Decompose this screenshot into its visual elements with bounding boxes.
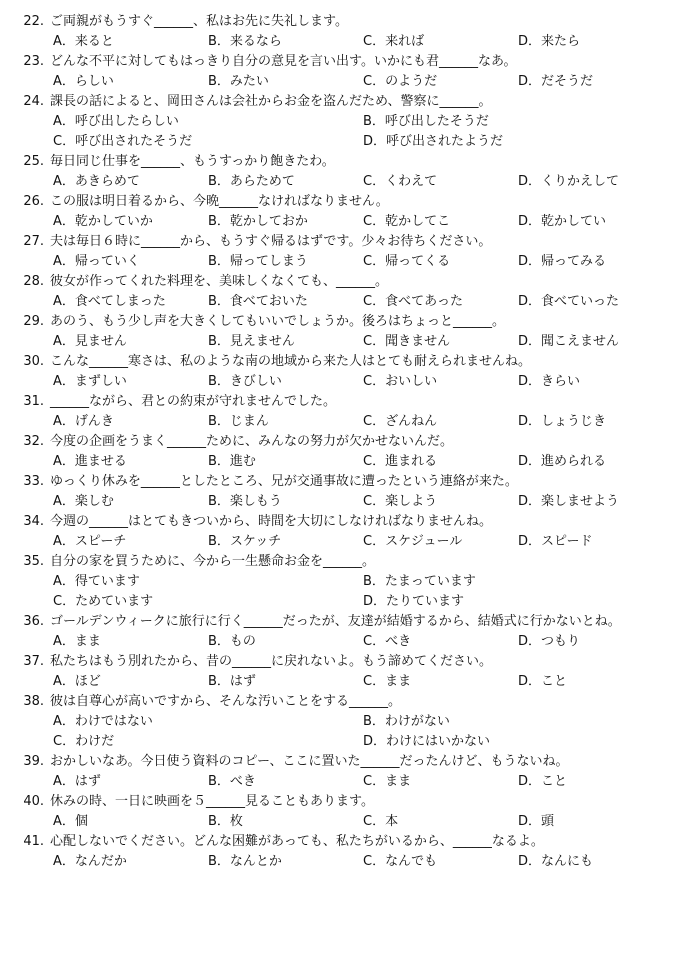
answer-option: B．乾かしておか: [208, 214, 308, 229]
answer-option: B．帰ってしまう: [208, 254, 308, 269]
answer-option: A．スピーチ: [53, 534, 127, 549]
answer-option: C．くわえて: [363, 174, 438, 189]
question-text: この服は明日着るから、今晩______なければなりません。: [50, 194, 389, 209]
answer-option: B．スケッチ: [208, 534, 282, 549]
answer-option: D．わけにはいかない: [363, 734, 491, 749]
answer-option: D．なんにも: [518, 854, 594, 869]
answer-option: B．食べておいた: [208, 294, 308, 309]
answer-option: B．あらためて: [208, 174, 295, 189]
answer-option: D．だそうだ: [518, 74, 594, 89]
answer-option: C．のようだ: [363, 74, 438, 89]
question-text: おかしいなあ。今日使う資料のコピー、ここに置いた______だったんけど、もうないね。: [50, 754, 569, 769]
answer-option: B．呼び出したそうだ: [363, 114, 489, 129]
options-row: [10, 172, 683, 192]
question-item: [10, 652, 683, 692]
question-text: 私たちはもう別れたから、昔の______に戻れないよ。もう諦めてください。: [50, 654, 493, 669]
question-number: 39.: [23, 754, 44, 769]
answer-option: D．帰ってみる: [518, 254, 607, 269]
question-item: [10, 352, 683, 392]
question-line: [10, 232, 683, 252]
options-row: [10, 292, 683, 312]
question-number: 24.: [23, 94, 44, 109]
answer-option: A．帰っていく: [53, 254, 140, 269]
question-item: [10, 392, 683, 432]
question-number: 33.: [23, 474, 44, 489]
answer-option: A．得ています: [53, 574, 140, 589]
question-line: [10, 652, 683, 672]
answer-option: A．なんだか: [53, 854, 127, 869]
answer-option: D．楽しませよう: [518, 494, 620, 509]
answer-option: A．らしい: [53, 74, 114, 89]
options-row: [10, 72, 683, 92]
options-row: [10, 772, 683, 792]
question-text: こんな______寒さは、私のような南の地域から来た人はとても耐えられませんね。: [50, 354, 532, 369]
options-row: [10, 532, 683, 552]
question-number: 36.: [23, 614, 44, 629]
question-line: [10, 92, 683, 112]
answer-option: A．食べてしまった: [53, 294, 166, 309]
answer-option: C．べき: [363, 634, 412, 649]
answer-option: D．きらい: [518, 374, 581, 389]
answer-option: B．わけがない: [363, 714, 450, 729]
question-item: [10, 192, 683, 232]
question-item: [10, 92, 683, 152]
question-text: ご両親がもうすぐ______、私はお先に失礼します。: [50, 14, 348, 29]
answer-option: C．スケジュール: [363, 534, 463, 549]
question-number: 26.: [23, 194, 44, 209]
answer-option: C．聞きません: [363, 334, 451, 349]
question-line: [10, 552, 683, 572]
answer-option: C．おいしい: [363, 374, 438, 389]
question-text: 自分の家を買うために、今から一生懸命お金を______。: [50, 554, 376, 569]
question-text: どんな不平に対してもはっきり自分の意見を言い出す。いかにも君______なあ。: [50, 54, 517, 69]
answer-option: B．進む: [208, 454, 256, 469]
answer-option: B．もの: [208, 634, 256, 649]
answer-option: C．乾かしてこ: [363, 214, 451, 229]
question-item: [10, 272, 683, 312]
question-text: 今度の企画をうまく______ために、みんなの努力が欠かせないんだ。: [50, 434, 454, 449]
question-number: 35.: [23, 554, 44, 569]
question-line: [10, 612, 683, 632]
answer-option: D．たりています: [363, 594, 465, 609]
question-item: [10, 692, 683, 752]
answer-option: C．まま: [363, 774, 412, 789]
options-row: [10, 452, 683, 472]
question-item: [10, 432, 683, 472]
options-row: [10, 112, 683, 152]
answer-option: D．くりかえして: [518, 174, 620, 189]
question-line: [10, 52, 683, 72]
question-number: 25.: [23, 154, 44, 169]
question-line: [10, 512, 683, 532]
answer-option: D．進められる: [518, 454, 607, 469]
answer-option: B．来るなら: [208, 34, 282, 49]
options-row: [10, 252, 683, 272]
options-row: [10, 32, 683, 52]
answer-option: C．ざんねん: [363, 414, 438, 429]
question-line: [10, 12, 683, 32]
question-line: [10, 472, 683, 492]
question-number: 27.: [23, 234, 44, 249]
answer-option: A．個: [53, 814, 88, 829]
answer-option: B．きびしい: [208, 374, 282, 389]
question-item: [10, 512, 683, 552]
answer-option: C．食べてあった: [363, 294, 463, 309]
question-item: [10, 552, 683, 612]
answer-option: A．来ると: [53, 34, 114, 49]
question-text: ゆっくり休みを______としたところ、兄が交通事故に遭ったという連絡が来た。: [50, 474, 518, 489]
options-row: [10, 572, 683, 612]
answer-option: D．頭: [518, 814, 555, 829]
question-number: 31.: [23, 394, 44, 409]
answer-option: A．はず: [53, 774, 101, 789]
answer-option: C．楽しよう: [363, 494, 438, 509]
question-line: [10, 312, 683, 332]
answer-option: D．乾かしてい: [518, 214, 607, 229]
answer-option: A．まま: [53, 634, 101, 649]
answer-option: D．つもり: [518, 634, 581, 649]
question-line: [10, 352, 683, 372]
answer-option: A．呼び出したらしい: [53, 114, 179, 129]
answer-option: C．なんでも: [363, 854, 438, 869]
question-text: あのう、もう少し声を大きくしてもいいでしょうか。後ろはちょっと______。: [50, 314, 506, 329]
question-text: 毎日同じ仕事を______、もうすっかり飽きたわ。: [50, 154, 335, 169]
question-number: 32.: [23, 434, 44, 449]
question-item: [10, 792, 683, 832]
question-item: [10, 312, 683, 352]
question-line: [10, 272, 683, 292]
question-text: 心配しないでください。どんな困難があっても、私たちがいるから、______なるよ。: [50, 834, 544, 849]
answer-option: B．じまん: [208, 414, 269, 429]
question-text: ______ながら、君との約束が守れませんでした。: [50, 394, 337, 409]
question-text: ゴールデンウィークに旅行に行く______だったが、友達が結婚するから、結婚式に行かないとね。: [50, 614, 621, 629]
answer-option: A．ほど: [53, 674, 101, 689]
answer-option: D．しょうじき: [518, 414, 607, 429]
answer-option: A．げんき: [53, 414, 114, 429]
answer-option: A．あきらめて: [53, 174, 140, 189]
question-number: 30.: [23, 354, 44, 369]
question-number: 38.: [23, 694, 44, 709]
question-number: 22.: [23, 14, 44, 29]
answer-option: A．見ません: [53, 334, 127, 349]
question-item: [10, 832, 683, 872]
answer-option: D．来たら: [518, 34, 581, 49]
options-row: [10, 372, 683, 392]
options-row: [10, 852, 683, 872]
answer-option: C．呼び出されたそうだ: [53, 134, 193, 149]
question-item: [10, 12, 683, 52]
question-text: 夫は毎日６時に______から、もうすぐ帰るはずです。少々お待ちください。: [50, 234, 492, 249]
answer-option: C．本: [363, 814, 399, 829]
question-text: 彼女が作ってくれた料理を、美味しくなくても、______。: [50, 274, 389, 289]
answer-option: A．進ませる: [53, 454, 127, 469]
answer-option: B．枚: [208, 814, 243, 829]
answer-option: C．来れば: [363, 34, 425, 49]
answer-option: D．こと: [518, 674, 568, 689]
question-number: 28.: [23, 274, 44, 289]
options-row: [10, 332, 683, 352]
options-row: [10, 712, 683, 752]
answer-option: A．わけではない: [53, 714, 153, 729]
options-row: [10, 212, 683, 232]
answer-option: A．楽しむ: [53, 494, 114, 509]
answer-option: A．まずしい: [53, 374, 127, 389]
question-number: 29.: [23, 314, 44, 329]
answer-option: B．なんとか: [208, 854, 282, 869]
question-item: [10, 232, 683, 272]
options-row: [10, 632, 683, 652]
answer-option: D．こと: [518, 774, 568, 789]
question-number: 34.: [23, 514, 44, 529]
answer-option: C．まま: [363, 674, 412, 689]
answer-option: C．進まれる: [363, 454, 438, 469]
answer-option: B．みたい: [208, 74, 269, 89]
question-line: [10, 792, 683, 812]
answer-option: B．たまっています: [363, 574, 476, 589]
question-text: 彼は自尊心が高いですから、そんな汚いことをする______。: [50, 694, 402, 709]
question-item: [10, 472, 683, 512]
options-row: [10, 812, 683, 832]
answer-option: D．呼び出されたようだ: [363, 134, 504, 149]
options-row: [10, 492, 683, 512]
question-item: [10, 752, 683, 792]
question-line: [10, 432, 683, 452]
answer-option: B．楽しもう: [208, 494, 282, 509]
question-text: 今週の______はとてもきついから、時間を大切にしなければなりませんね。: [50, 514, 493, 529]
question-text: 課長の話によると、岡田さんは会社からお金を盗んだため、警察に______。: [50, 94, 492, 109]
question-number: 23.: [23, 54, 44, 69]
question-line: [10, 392, 683, 412]
answer-option: B．はず: [208, 674, 256, 689]
options-row: [10, 672, 683, 692]
question-number: 41.: [23, 834, 44, 849]
question-item: [10, 52, 683, 92]
answer-option: C．ためています: [53, 594, 154, 609]
options-row: [10, 412, 683, 432]
question-item: [10, 612, 683, 652]
answer-option: B．べき: [208, 774, 256, 789]
question-line: [10, 752, 683, 772]
answer-option: D．スピード: [518, 534, 593, 549]
answer-option: D．食べていった: [518, 294, 620, 309]
answer-option: B．見えません: [208, 334, 295, 349]
question-item: [10, 152, 683, 192]
answer-option: A．乾かしていか: [53, 214, 153, 229]
question-number: 37.: [23, 654, 44, 669]
question-line: [10, 152, 683, 172]
question-text: 休みの時、一日に映画を５______見ることもあります。: [50, 794, 374, 809]
answer-option: C．帰ってくる: [363, 254, 451, 269]
question-number: 40.: [23, 794, 44, 809]
question-line: [10, 692, 683, 712]
answer-option: C．わけだ: [53, 734, 115, 749]
question-line: [10, 832, 683, 852]
answer-option: D．聞こえません: [518, 334, 620, 349]
question-line: [10, 192, 683, 212]
